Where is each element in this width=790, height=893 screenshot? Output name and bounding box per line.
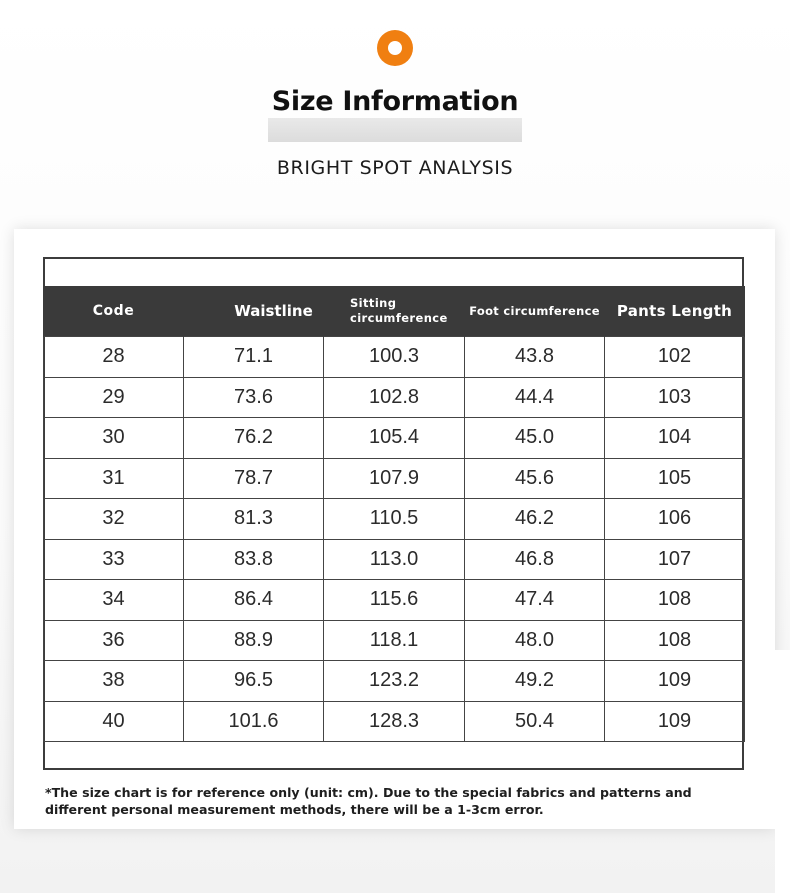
cell-foot: 45.6 (465, 458, 605, 499)
table-row (44, 337, 745, 378)
header-foot-circumference: Foot circumference (465, 286, 605, 337)
cell-code: 30 (44, 418, 184, 459)
cell-code: 38 (44, 661, 184, 702)
cell-sitting: 118.1 (324, 620, 465, 661)
cell-pants: 107 (605, 539, 745, 580)
table-row (44, 539, 745, 580)
header-code: Code (44, 286, 184, 337)
header-pants-length: Pants Length (605, 286, 745, 337)
cell-waistline: 86.4 (184, 580, 324, 621)
cell-pants: 103 (605, 377, 745, 418)
cell-waistline: 83.8 (184, 539, 324, 580)
cell-waistline: 73.6 (184, 377, 324, 418)
cell-foot: 48.0 (465, 620, 605, 661)
disclaimer-note: *The size chart is for reference only (unit: cm). Due to the special fabrics and patterns and different personal measurement methods, there will be a 1-3cm error. (45, 785, 692, 817)
cell-foot: 50.4 (465, 701, 605, 742)
table-row (44, 701, 745, 742)
cell-pants: 102 (605, 337, 745, 378)
cell-code: 34 (44, 580, 184, 621)
table-row (44, 458, 745, 499)
size-chart-card (14, 229, 775, 829)
table-body (44, 337, 745, 742)
cell-waistline: 71.1 (184, 337, 324, 378)
size-table (43, 286, 745, 742)
table-row (44, 661, 745, 702)
cell-waistline: 88.9 (184, 620, 324, 661)
table-row (44, 377, 745, 418)
cell-waistline: 76.2 (184, 418, 324, 459)
title-underline-bar (268, 118, 522, 142)
cell-pants: 106 (605, 499, 745, 540)
cell-code: 40 (44, 701, 184, 742)
cell-pants: 104 (605, 418, 745, 459)
cell-pants: 109 (605, 661, 745, 702)
cell-sitting: 123.2 (324, 661, 465, 702)
cell-waistline: 96.5 (184, 661, 324, 702)
cell-foot: 49.2 (465, 661, 605, 702)
header-sitting-line2: circumference (350, 311, 448, 325)
cell-sitting: 110.5 (324, 499, 465, 540)
cell-foot: 47.4 (465, 580, 605, 621)
cell-foot: 45.0 (465, 418, 605, 459)
cell-pants: 108 (605, 580, 745, 621)
cell-sitting: 105.4 (324, 418, 465, 459)
cell-waistline: 101.6 (184, 701, 324, 742)
cell-sitting: 100.3 (324, 337, 465, 378)
cell-pants: 108 (605, 620, 745, 661)
cell-pants: 109 (605, 701, 745, 742)
cell-code: 28 (44, 337, 184, 378)
orange-ring-icon (377, 30, 413, 66)
cell-code: 33 (44, 539, 184, 580)
cell-sitting: 128.3 (324, 701, 465, 742)
size-table-frame (43, 257, 744, 770)
cell-sitting: 115.6 (324, 580, 465, 621)
edge-fill (775, 650, 790, 893)
cell-code: 36 (44, 620, 184, 661)
page-subtitle: BRIGHT SPOT ANALYSIS (276, 157, 514, 179)
cell-foot: 43.8 (465, 337, 605, 378)
table-row (44, 620, 745, 661)
cell-waistline: 78.7 (184, 458, 324, 499)
cell-sitting: 113.0 (324, 539, 465, 580)
header-sitting-circumference (324, 286, 465, 337)
cell-code: 29 (44, 377, 184, 418)
cell-foot: 46.8 (465, 539, 605, 580)
cell-foot: 44.4 (465, 377, 605, 418)
cell-foot: 46.2 (465, 499, 605, 540)
table-row (44, 580, 745, 621)
cell-pants: 105 (605, 458, 745, 499)
header-sitting-line1: Sitting (350, 296, 397, 310)
cell-code: 32 (44, 499, 184, 540)
cell-waistline: 81.3 (184, 499, 324, 540)
table-row (44, 418, 745, 459)
page-title: Size Information (271, 86, 519, 117)
header-waistline: Waistline (184, 286, 324, 337)
cell-code: 31 (44, 458, 184, 499)
cell-sitting: 102.8 (324, 377, 465, 418)
table-row (44, 499, 745, 540)
table-header-row (44, 286, 745, 337)
cell-sitting: 107.9 (324, 458, 465, 499)
